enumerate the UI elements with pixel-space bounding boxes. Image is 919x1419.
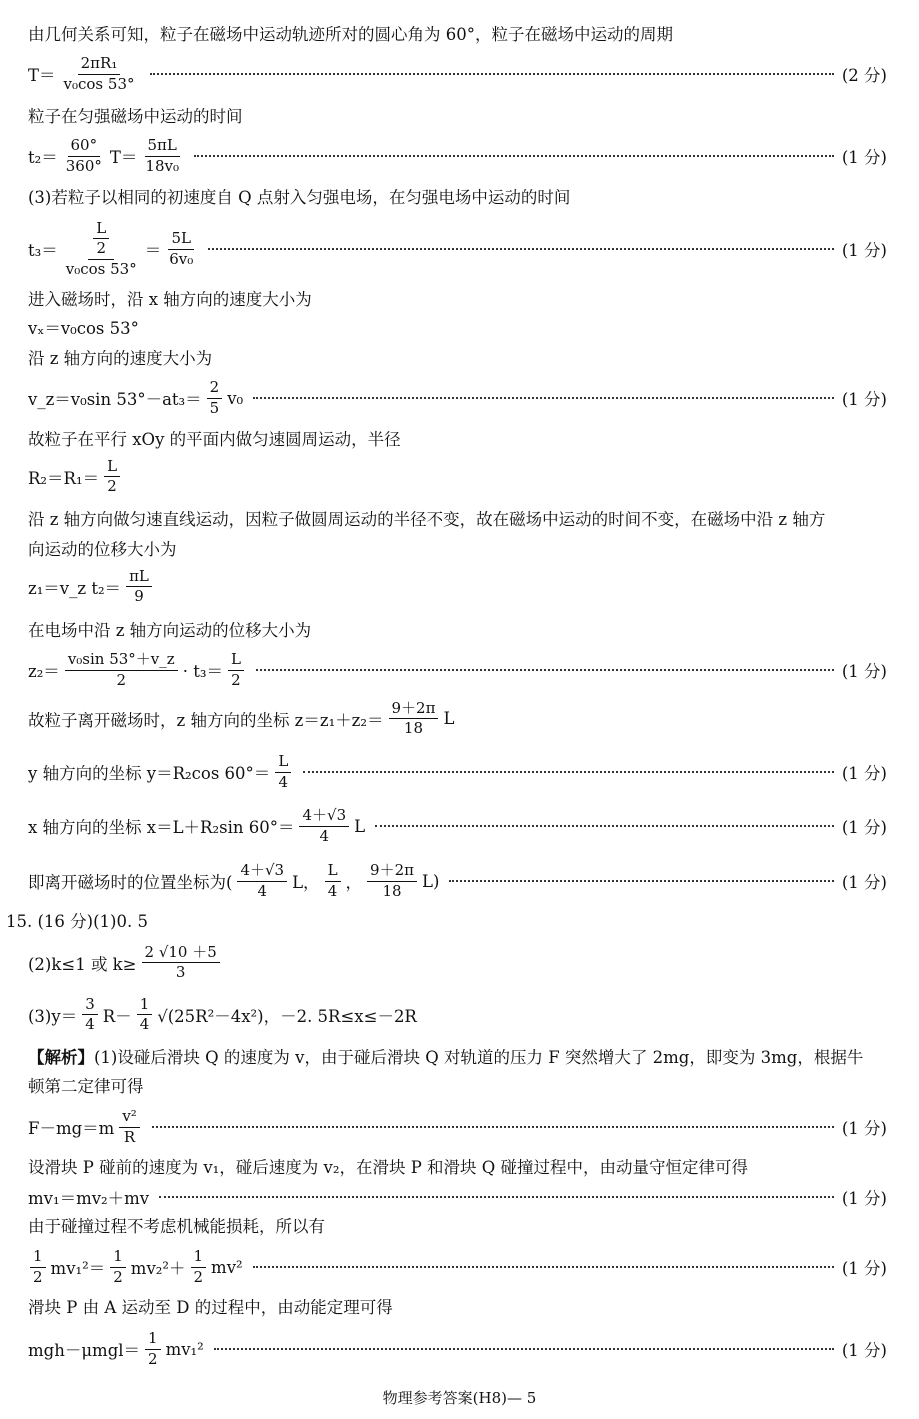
text-line: 沿 z 轴方向做匀速直线运动，因粒子做圆周运动的半径不变，故在磁场中运动的时间不变，在磁场中沿 z 轴方 xyxy=(28,510,826,529)
text-line: 沿 z 轴方向的速度大小为 xyxy=(28,349,213,368)
eq-text: v₀ xyxy=(227,388,244,408)
eq-text: mv₂²＋ xyxy=(130,1259,186,1278)
numerator: v² xyxy=(119,1108,140,1127)
eq-text: L) xyxy=(421,871,440,891)
eq-text: v_z＝v₀sin 53°－at₃＝ xyxy=(28,390,202,409)
fraction xyxy=(82,996,98,1034)
eq-text: R₂＝R₁＝ xyxy=(28,468,100,488)
fraction xyxy=(275,753,291,791)
text-line: 设滑块 P 碰前的速度为 v₁，碰后速度为 v₂，在滑块 P 和滑块 Q 碰撞过程中，由动量守恒定律可得 xyxy=(28,1158,749,1177)
score-label: (1 分) xyxy=(841,390,887,409)
text-line: (3)若粒子以相同的初速度自 Q 点射入匀强电场，在匀强电场中运动的时间 xyxy=(28,188,571,207)
dot-leader xyxy=(375,825,834,827)
fraction xyxy=(142,944,220,982)
equation-row-z2 xyxy=(28,648,887,692)
equation-row-kinetic xyxy=(28,1326,887,1372)
numerator: L xyxy=(275,753,291,772)
denominator: 4 xyxy=(139,1015,150,1034)
eq-text: x 轴方向的坐标 x＝L＋R₂sin 60°＝ xyxy=(28,818,295,837)
equation-row-momentum xyxy=(28,1184,887,1210)
score-label: (2 分) xyxy=(841,66,887,85)
score-label: (1 分) xyxy=(841,241,887,260)
eq-text: F－mg＝m xyxy=(28,1119,115,1138)
fraction xyxy=(191,1248,207,1286)
eq-text: mv₁² xyxy=(165,1339,204,1359)
numerator: 1 xyxy=(191,1248,207,1267)
numerator: πL xyxy=(126,568,152,587)
text-line: 顿第二定律可得 xyxy=(28,1077,144,1096)
numerator xyxy=(88,220,114,260)
equation-t2 xyxy=(28,137,184,175)
fraction-inner xyxy=(93,220,109,258)
text-line: 由几何关系可知，粒子在磁场中运动轨迹所对的圆心角为 60°，粒子在磁场中运动的周期 xyxy=(28,25,673,44)
denominator: 2 xyxy=(33,1267,43,1286)
fraction-compound xyxy=(63,220,140,278)
denominator: 2 xyxy=(148,1349,158,1368)
denominator: 4 xyxy=(85,1015,95,1034)
analysis-line xyxy=(28,1048,863,1068)
dot-leader xyxy=(159,1196,834,1198)
numerator: 1 xyxy=(145,1330,161,1349)
numerator: 4＋√3 xyxy=(237,862,287,881)
denominator: 18v₀ xyxy=(145,156,179,175)
fraction xyxy=(126,568,152,606)
eq-text: T＝ xyxy=(28,66,56,85)
text-line: 在电场中沿 z 轴方向运动的位移大小为 xyxy=(28,621,312,640)
text-line: 滑块 P 由 A 运动至 D 的过程中，由动能定理可得 xyxy=(28,1298,393,1317)
q15-part2 xyxy=(28,944,919,988)
eq-text: 即离开磁场时的位置坐标为( xyxy=(28,873,233,892)
denominator: 360° xyxy=(65,156,102,175)
eq-text: ， xyxy=(345,873,363,892)
numerator: L xyxy=(325,862,341,881)
fraction xyxy=(166,230,196,268)
dot-leader xyxy=(194,155,834,157)
equation-row-energy xyxy=(28,1244,887,1290)
numerator: 5πL xyxy=(145,137,180,156)
fraction xyxy=(237,862,287,900)
eq-text: L xyxy=(354,816,366,836)
eq-text: mv₁＝mv₂＋mv xyxy=(28,1189,150,1208)
score-label: (1 分) xyxy=(841,1259,887,1278)
fraction xyxy=(207,379,223,417)
eq-text: √(25R²－4x²)，－2. 5R≤x≤－2R xyxy=(157,1006,417,1026)
dot-leader xyxy=(214,1348,834,1350)
equation-z xyxy=(28,700,454,738)
equation-row-x xyxy=(28,804,887,848)
eq-text: T＝ xyxy=(109,148,138,167)
fraction xyxy=(110,1248,126,1286)
eq-text: 故粒子离开磁场时，z 轴方向的坐标 z＝z₁＋z₂＝ xyxy=(28,710,384,730)
dot-leader xyxy=(150,73,834,75)
dot-leader xyxy=(152,1126,834,1128)
numerator: 5L xyxy=(168,230,194,249)
denominator: 18 xyxy=(382,881,402,900)
numerator: v₀sin 53°＋v_z xyxy=(65,651,178,670)
text-line: 向运动的位移大小为 xyxy=(28,540,177,559)
numerator: 1 xyxy=(137,996,153,1015)
fraction xyxy=(137,996,153,1034)
eq-text: t₃＝ xyxy=(28,241,58,260)
analysis-text: (1)设碰后滑块 Q 的速度为 v，由于碰后滑块 Q 对轨道的压力 F 突然增大了 2mg，即变为 3mg，根据牛 xyxy=(94,1048,864,1067)
equation-t3 xyxy=(28,220,198,278)
score-label: (1 分) xyxy=(841,1341,887,1360)
fraction xyxy=(142,137,182,175)
denominator: 6v₀ xyxy=(169,249,194,268)
score-label: (1 分) xyxy=(841,1119,887,1138)
denominator: 2 xyxy=(107,477,117,496)
denominator: 2 xyxy=(96,239,106,258)
fraction xyxy=(30,1248,46,1286)
equation-vz xyxy=(28,379,243,417)
equation-row-z xyxy=(28,700,919,744)
numerator: 3 xyxy=(82,996,98,1015)
text-line: 进入磁场时，沿 x 轴方向的速度大小为 xyxy=(28,290,312,309)
eq-text: L xyxy=(443,709,455,729)
fraction xyxy=(228,651,244,689)
denominator: v₀cos 53° xyxy=(63,74,135,93)
equation-y xyxy=(28,753,293,791)
equation-newton xyxy=(28,1108,142,1146)
eq-text: L， xyxy=(292,873,320,892)
denominator: 2 xyxy=(193,1267,204,1286)
eq-text: · t₃＝ xyxy=(182,662,223,681)
numerator: 2πR₁ xyxy=(78,55,121,74)
equation-row-vz xyxy=(28,376,887,420)
eq-text: mv₁²＝ xyxy=(50,1259,106,1278)
fraction xyxy=(325,862,341,900)
equation-part3 xyxy=(28,996,417,1034)
fraction xyxy=(367,862,417,900)
eq-text: mgh－μmgl＝ xyxy=(28,1341,141,1360)
equation-row-position xyxy=(28,858,887,904)
equation-row-y xyxy=(28,750,887,794)
numerator: 9＋2π xyxy=(389,700,439,719)
equation-row-radius xyxy=(28,458,919,500)
eq-text: (3)y＝ xyxy=(28,1006,78,1026)
equation-x xyxy=(28,807,365,845)
equation-radius xyxy=(28,458,122,496)
fraction xyxy=(63,137,105,175)
eq-text: y 轴方向的坐标 y＝R₂cos 60°＝ xyxy=(28,764,271,783)
denominator: v₀cos 53° xyxy=(65,259,137,278)
score-label: (1 分) xyxy=(841,873,887,892)
question-15-heading: 15. (16 分)(1)0. 5 xyxy=(6,912,148,931)
score-label: (1 分) xyxy=(841,818,887,837)
equation-row-newton xyxy=(28,1104,887,1150)
denominator: 2 xyxy=(231,670,241,689)
page-footer: 物理参考答案(H8)— 5 xyxy=(382,1389,537,1407)
fraction xyxy=(119,1108,140,1146)
equation-period xyxy=(28,55,140,93)
equation-row-t3 xyxy=(28,216,887,282)
denominator: 2 xyxy=(116,670,127,689)
numerator: 2 xyxy=(207,379,223,398)
dot-leader xyxy=(449,880,833,882)
denominator: 4 xyxy=(319,826,330,845)
numerator: L xyxy=(228,651,244,670)
denominator: 4 xyxy=(327,881,338,900)
numerator: L xyxy=(93,220,109,239)
equation-row-t2 xyxy=(28,134,887,178)
denominator: 5 xyxy=(209,398,220,417)
equation-position xyxy=(28,862,439,900)
fraction xyxy=(65,651,178,689)
equation-kinetic xyxy=(28,1330,204,1368)
fraction xyxy=(389,700,439,738)
dot-leader xyxy=(253,1266,834,1268)
q15-part3 xyxy=(28,996,919,1040)
equation-part2 xyxy=(28,944,222,982)
denominator: 3 xyxy=(175,963,186,982)
numerator: 1 xyxy=(110,1248,126,1267)
eq-text: z₂＝ xyxy=(28,662,60,681)
denominator: 9 xyxy=(134,587,144,606)
analysis-label: 【解析】 xyxy=(28,1048,94,1067)
eq-text: z₁＝v_z t₂＝ xyxy=(28,578,122,598)
dot-leader xyxy=(253,397,834,399)
equation-momentum xyxy=(28,1185,149,1209)
text-line: 粒子在匀强磁场中运动的时间 xyxy=(28,107,243,126)
numerator: 2 √10 ＋5 xyxy=(142,944,220,963)
text-line: 由于碰撞过程不考虑机械能损耗，所以有 xyxy=(28,1217,325,1236)
eq-text: (2)k≤1 或 k≥ xyxy=(28,954,137,974)
text-line: 故粒子在平行 xOy 的平面内做匀速圆周运动，半径 xyxy=(28,430,401,449)
denominator: R xyxy=(123,1127,136,1146)
numerator: 4＋√3 xyxy=(299,807,349,826)
numerator: 9＋2π xyxy=(367,862,417,881)
dot-leader xyxy=(256,669,834,671)
fraction xyxy=(61,55,138,93)
score-label: (1 分) xyxy=(841,148,887,167)
score-label: (1 分) xyxy=(841,1189,887,1208)
fraction xyxy=(104,458,120,496)
eq-text: t₂＝ xyxy=(28,148,58,167)
denominator: 2 xyxy=(113,1267,123,1286)
equation-row-z1 xyxy=(28,568,919,612)
fraction xyxy=(299,807,349,845)
dot-leader xyxy=(208,248,834,250)
numerator: 60° xyxy=(68,137,101,156)
equation-row-period xyxy=(28,54,887,94)
fraction xyxy=(145,1330,161,1368)
equation-z2 xyxy=(28,651,246,689)
eq-text: ＝ xyxy=(144,241,162,260)
numerator: 1 xyxy=(30,1248,46,1267)
eq-text: mv² xyxy=(211,1257,243,1277)
equation-energy xyxy=(28,1248,243,1286)
score-label: (1 分) xyxy=(841,662,887,681)
dot-leader xyxy=(303,771,834,773)
denominator: 4 xyxy=(278,772,289,791)
equation-z1 xyxy=(28,568,154,606)
denominator: 4 xyxy=(257,881,268,900)
numerator: L xyxy=(104,458,120,477)
denominator: 18 xyxy=(403,719,424,738)
text-line: vₓ＝v₀cos 53° xyxy=(28,319,139,338)
eq-text: R－ xyxy=(102,1006,132,1026)
score-label: (1 分) xyxy=(841,764,887,783)
